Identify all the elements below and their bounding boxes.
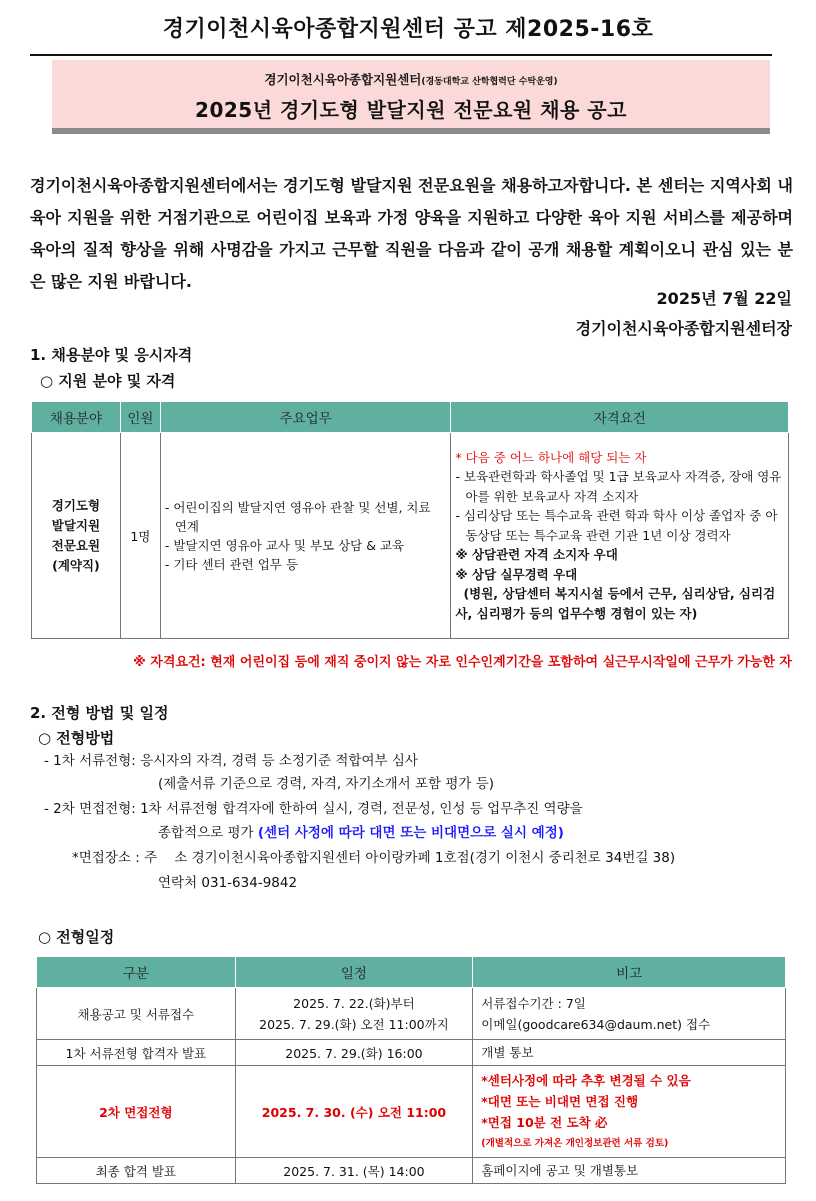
schedule-header-type: 구분: [37, 957, 236, 988]
header-count: 인원: [120, 402, 160, 433]
step2-text: 1차 서류전형 합격자에 한하여 실시, 경력, 전문성, 인성 등 업무추진 역량을: [140, 801, 583, 817]
header-qual: 자격요건: [451, 402, 789, 433]
pref-detail: (병원, 상담센터 복지시설 등에서 근무, 심리상담, 심리검사, 심리평가 등의 업무수행 경험이 있는 자): [455, 586, 776, 621]
step2-note: (센터 사정에 따라 대면 또는 비대면으로 실시 예정): [257, 825, 564, 841]
schedule-date: 2025. 7. 30. (수) 오전 11:00: [235, 1066, 473, 1158]
schedule-date: 2025. 7. 31. (목) 14:00: [235, 1158, 473, 1184]
schedule-row: [37, 1066, 786, 1158]
schedule-name: 채용공고 및 서류접수: [37, 988, 236, 1040]
schedule-header-note: 비고: [473, 957, 786, 988]
step2-line2: [158, 822, 564, 845]
pref-item: ※ 상담관련 자격 소지자 우대: [455, 547, 618, 563]
schedule-note-line: (개별적으로 가져온 개인정보관련 서류 검토): [481, 1137, 669, 1149]
duty-item: - 기타 센터 관련 업무 등: [164, 556, 298, 572]
section2-title: 2. 전형 방법 및 일정: [30, 704, 169, 722]
venue-line: [72, 847, 675, 870]
schedule-note: 홈페이지에 공고 및 개별통보: [473, 1158, 786, 1184]
pref-item: ※ 상담 실무경력 우대: [455, 566, 578, 582]
header-field: 채용분야: [32, 402, 121, 433]
schedule-name: 최종 합격 발표: [37, 1158, 236, 1184]
schedule-row: [37, 1158, 786, 1184]
schedule-note-line: 서류접수기간 : 7일: [481, 995, 586, 1011]
field-line: 경기도형: [51, 497, 101, 513]
schedule-name: 2차 면접전형: [37, 1066, 236, 1158]
section1-title: 1. 채용분야 및 응시자격: [30, 346, 193, 364]
venue-addr-label: 주 소: [144, 850, 188, 866]
schedule-row: [37, 1040, 786, 1066]
recruit-table-header: [32, 402, 789, 433]
notice-signer: 경기이천시육아종합지원센터장: [575, 319, 792, 338]
recruit-table: [31, 401, 789, 639]
banner-shadow: [52, 128, 770, 134]
schedule-header-date: 일정: [235, 957, 473, 988]
venue-contact: 연락처 031-634-9842: [158, 875, 298, 891]
venue-address: 경기이천시육아종합지원센터 아이랑카페 1호점(경기 이천시 중리천로 34번길 38): [191, 850, 676, 866]
intro-paragraph: 경기이천시육아종합지원센터에서는 경기도형 발달지원 전문요원을 채용하고자합니다. 본 센터는 지역사회 내 육아 지원을 위한 거점기관으로 어린이집 보육과 가정 양육을 지원하고 다양한 육아 지원 서비스를 제공하며 육아의 질적 향상을 위해 사명감을 가지고 근무할 직원을 다음과 같이 공개 채용할 계획이오니 관심 있는 분은 많은 지원 바랍니다.: [30, 176, 793, 291]
schedule-table-header: [37, 957, 786, 988]
header-divider: [30, 54, 772, 56]
section1-subtitle: ○ 지원 분야 및 자격: [40, 372, 176, 390]
banner-org-name: 경기이천시육아종합지원센터: [264, 72, 422, 87]
schedule-note: [473, 988, 786, 1040]
step2-label: - 2차 면접전형:: [44, 801, 136, 817]
venue-label: *면접장소 :: [72, 850, 140, 866]
qual-intro: * 다음 중 어느 하나에 해당 되는 자: [455, 449, 647, 465]
duty-item: - 발달지연 영유아 교사 및 부모 상담 & 교육: [164, 537, 405, 553]
duty-cell: [160, 433, 451, 639]
qual-item: - 보육관련학과 학사졸업 및 1급 보육교사 자격증, 장애 영유아를 위한 보육교사 자격 소지자: [455, 469, 782, 504]
duty-item: - 어린이집의 발달지연 영유아 관찰 및 선별, 치료 연계: [164, 499, 431, 534]
qual-note: ※ 자격요건: 현재 어린이집 등에 재직 중이지 않는 자로 인수인계기간을 포함하여 실근무시작일에 근무가 가능한 자: [133, 655, 792, 670]
qual-cell: [451, 433, 789, 639]
title-banner: [52, 60, 770, 128]
schedule-name: 1차 서류전형 합격자 발표: [37, 1040, 236, 1066]
step1-detail: (제출서류 기준으로 경력, 자격, 자기소개서 포함 평가 등): [158, 776, 495, 792]
banner-title: 2025년 경기도형 발달지원 전문요원 채용 공고: [195, 98, 627, 122]
step1-label: - 1차 서류전형:: [44, 753, 136, 769]
field-cell: [32, 433, 121, 639]
step1-text: 응시자의 자격, 경력 등 소정기준 적합여부 심사: [140, 753, 418, 769]
schedule-table: [36, 956, 786, 1184]
schedule-note-line: 이메일(goodcare634@daum.net) 접수: [481, 1016, 711, 1032]
schedule-note-line: *대면 또는 비대면 면접 진행: [481, 1093, 639, 1109]
schedule-note: [473, 1066, 786, 1158]
step2-text2: 종합적으로 평가: [158, 825, 254, 841]
field-line: (계약직): [52, 557, 100, 573]
schedule-row: [37, 988, 786, 1040]
qual-item: - 심리상담 또는 특수교육 관련 학과 학사 이상 졸업자 중 아동상담 또는 특수교육 관련 기관 1년 이상 경력자: [455, 508, 778, 543]
count-cell: 1명: [120, 433, 160, 639]
step1-line: [44, 750, 418, 773]
schedule-date-line: 2025. 7. 22.(화)부터: [293, 995, 415, 1011]
header-duty: 주요업무: [160, 402, 451, 433]
schedule-title: ○ 전형일정: [38, 928, 115, 946]
step2-line: [44, 798, 583, 821]
schedule-date: [235, 988, 473, 1040]
schedule-note: 개별 통보: [473, 1040, 786, 1066]
schedule-date: 2025. 7. 29.(화) 16:00: [235, 1040, 473, 1066]
banner-org-sub: (경동대학교 산학협력단 수탁운영): [421, 77, 558, 87]
method-title: ○ 전형방법: [38, 729, 115, 747]
schedule-note-line: *면접 10분 전 도착 必: [481, 1114, 608, 1130]
recruit-table-row: [32, 433, 789, 639]
field-line: 전문요원: [51, 537, 101, 553]
schedule-date-line: 2025. 7. 29.(화) 오전 11:00까지: [259, 1016, 449, 1032]
field-line: 발달지원: [51, 517, 101, 533]
notice-title: 경기이천시육아종합지원센터 공고 제2025-16호: [162, 17, 654, 42]
schedule-note-line: *센터사정에 따라 추후 변경될 수 있음: [481, 1072, 691, 1088]
notice-date: 2025년 7월 22일: [656, 289, 792, 308]
banner-org: [52, 70, 770, 88]
